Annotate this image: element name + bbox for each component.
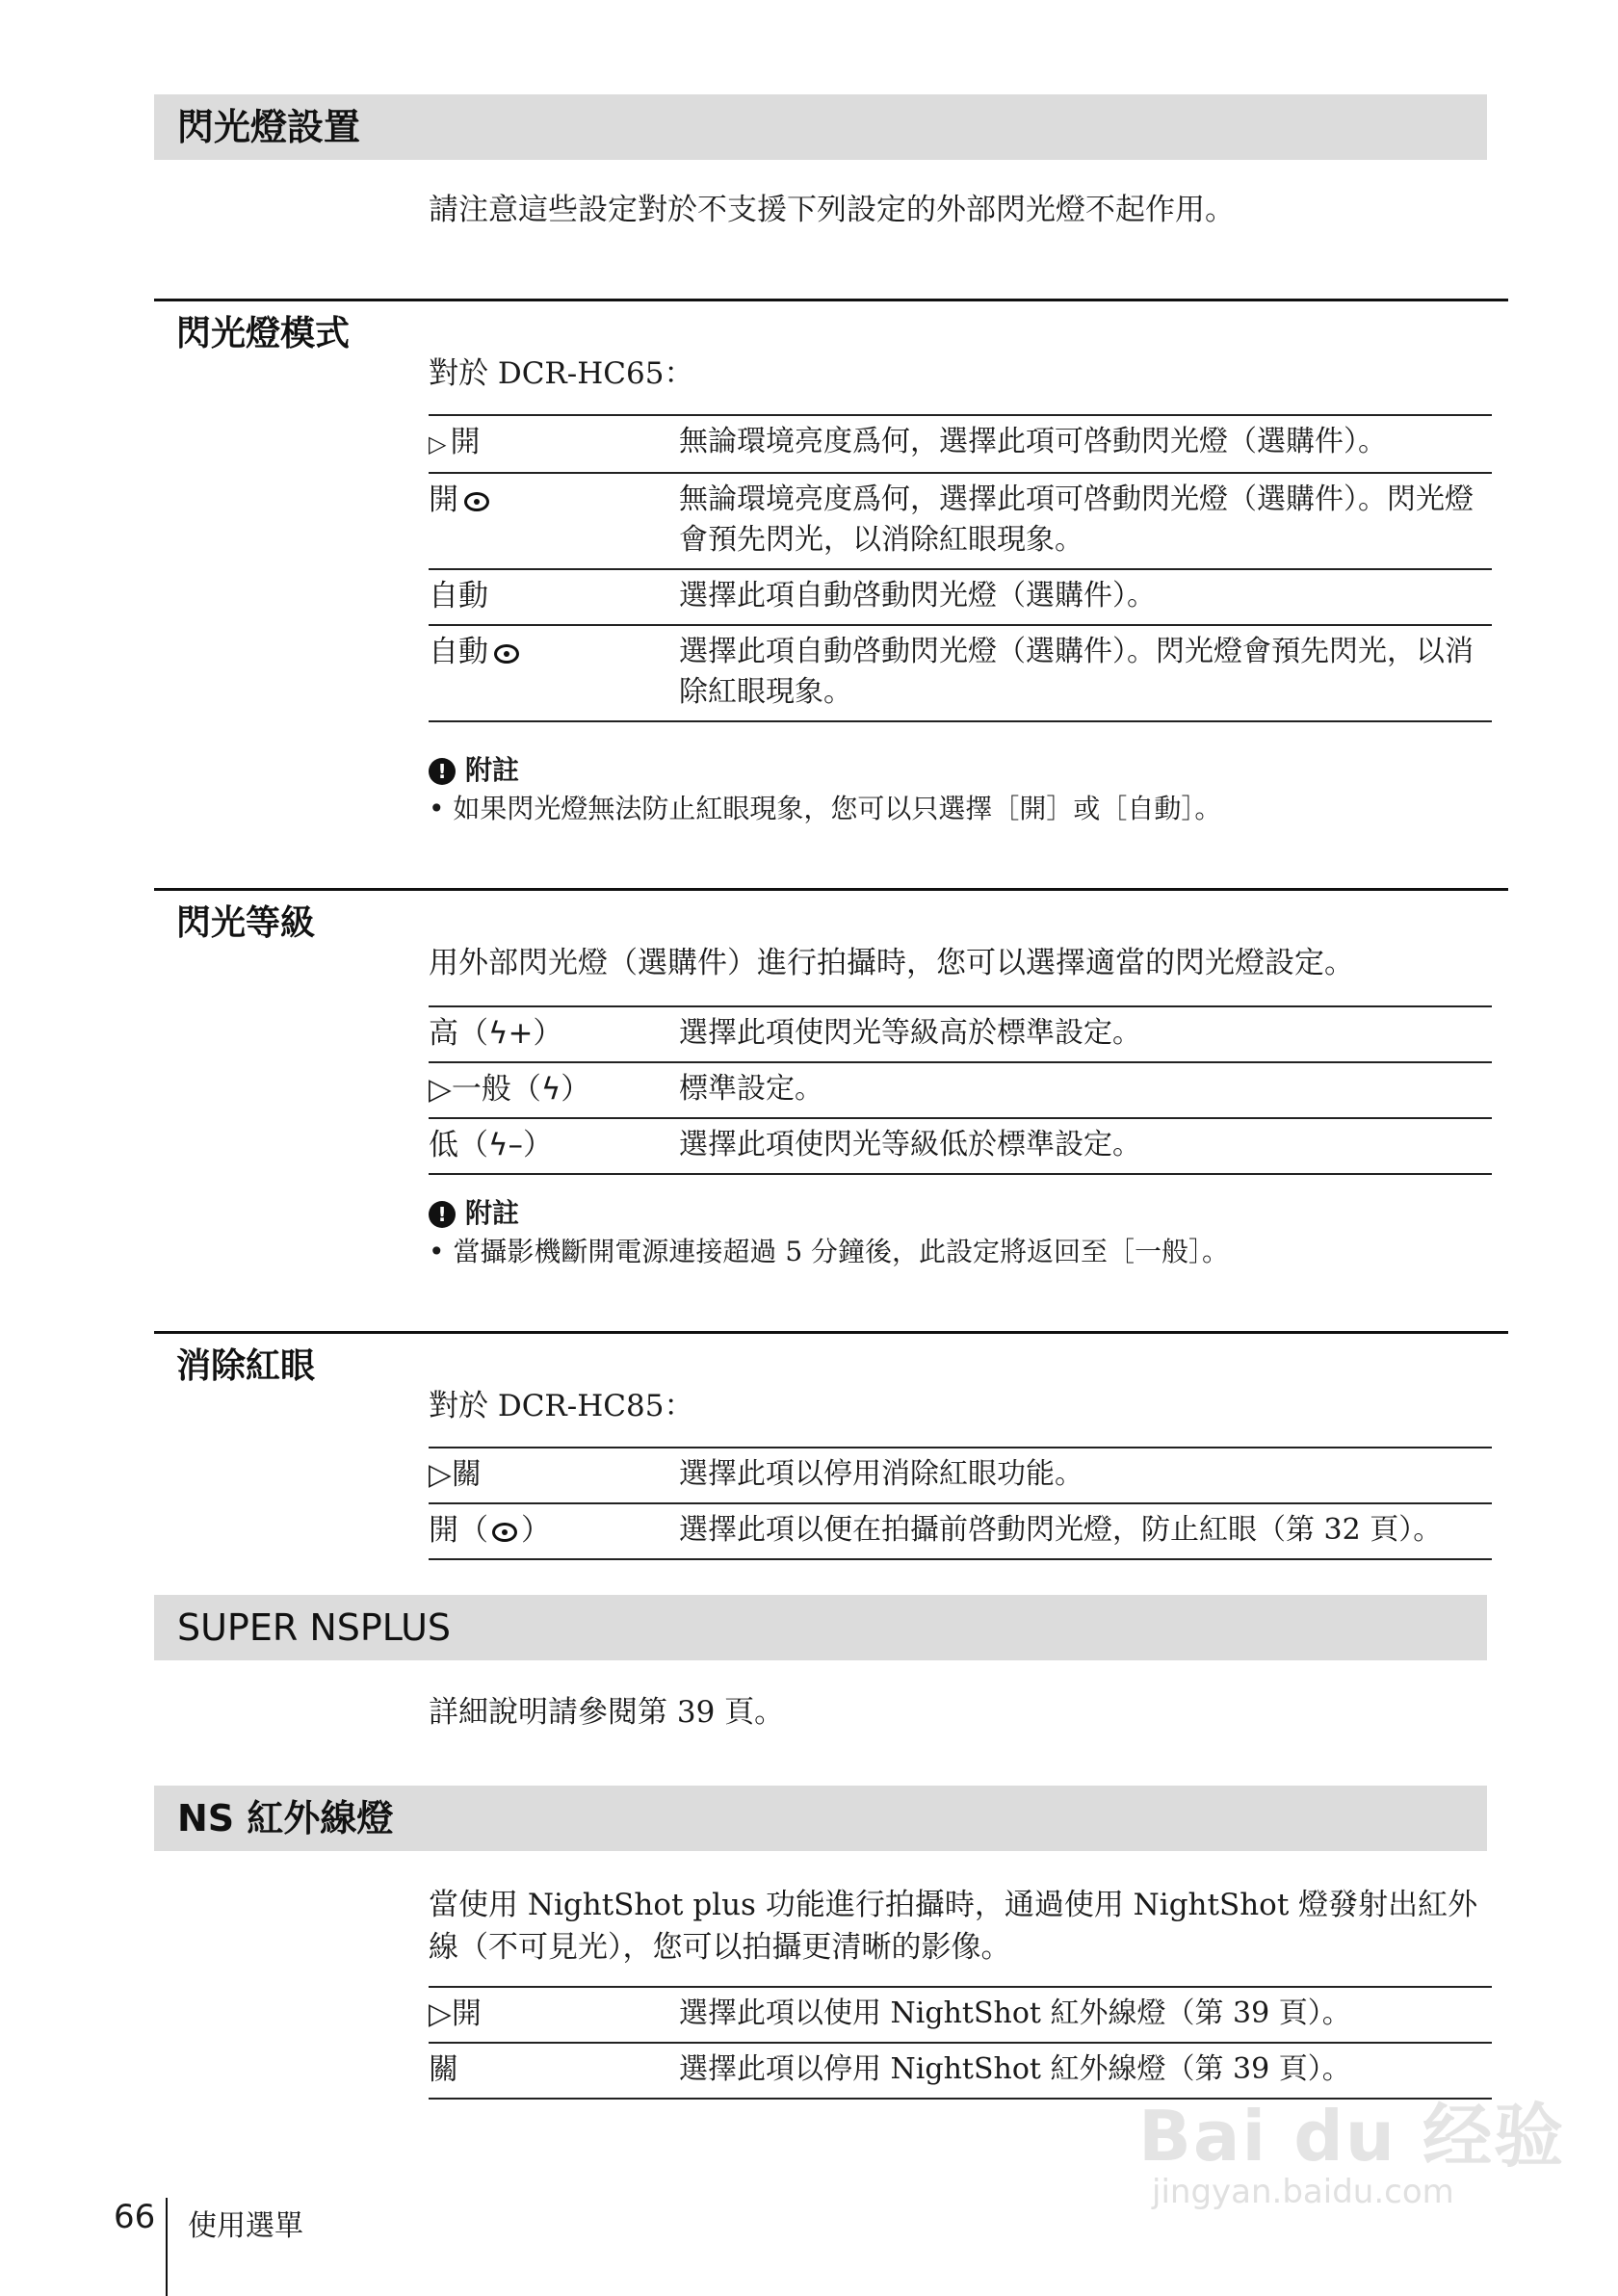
option-description: 選擇此項使閃光等級低於標準設定。 [679, 1118, 1492, 1174]
redeye-model-line: 對於 DCR-HC85： [429, 1389, 694, 1423]
option-key: ▷一般（ϟ） [429, 1062, 679, 1118]
option-description: 選擇此項以使用 NightShot 紅外線燈（第 39 頁）。 [679, 1987, 1492, 2043]
table-row [429, 415, 1492, 473]
flash-level-table [429, 1005, 1492, 1175]
option-key: 開 [429, 483, 458, 517]
redeye-icon [492, 1523, 517, 1542]
divider-flash-mode [154, 299, 1508, 301]
page-number: 66 [114, 2198, 156, 2236]
option-key-end: ） [521, 1513, 551, 1548]
heading-flash-mode: 閃光燈模式 [176, 314, 351, 353]
redeye-table [429, 1447, 1492, 1560]
note-title-flash-mode: ! 附註 [429, 749, 519, 788]
option-key: 自動 [429, 579, 488, 613]
section-banner-super-nsplus: SUPER NSPLUS [154, 1595, 1487, 1660]
divider-flash-level [154, 888, 1508, 891]
flash-settings-intro: 請注意這些設定對於不支援下列設定的外部閃光燈不起作用。 [429, 193, 1235, 227]
option-description: 選擇此項以停用消除紅眼功能。 [679, 1448, 1492, 1503]
table-row [429, 473, 1492, 569]
redeye-icon [494, 644, 519, 664]
table-row [429, 625, 1492, 721]
option-key: 低（ϟ–） [429, 1118, 679, 1174]
option-key: 關 [429, 2043, 679, 2099]
section-banner-flash-settings: 閃光燈設置 [154, 94, 1487, 160]
flash-level-intro: 用外部閃光燈（選購件）進行拍攝時，您可以選擇適當的閃光燈設定。 [429, 946, 1354, 980]
default-marker-icon: ▷ [429, 430, 447, 457]
redeye-icon [464, 492, 489, 511]
ns-light-text: 當使用 NightShot plus 功能進行拍攝時，通過使用 NightShot 燈發射出紅外線（不可見光），您可以拍攝更清晰的影像。 [429, 1888, 1478, 1965]
option-description: 選擇此項以便在拍攝前啓動閃光燈，防止紅眼（第 32 頁）。 [679, 1503, 1492, 1559]
section-banner-ns-light: NS 紅外線燈 [154, 1786, 1487, 1851]
divider-redeye [154, 1331, 1508, 1334]
watermark-url: jingyan.baidu.com [1152, 2173, 1454, 2211]
note-text-flash-level: • 當攝影機斷開電源連接超過 5 分鐘後，此設定將返回至［一般］。 [429, 1236, 1230, 1267]
table-row [429, 1006, 1492, 1062]
option-key: 高（ϟ+） [429, 1006, 679, 1062]
option-key: ▷關 [429, 1448, 679, 1503]
heading-redeye: 消除紅眼 [176, 1346, 316, 1386]
option-key: 自動 [429, 635, 488, 669]
note-text-flash-mode: • 如果閃光燈無法防止紅眼現象，您可以只選擇［開］或［自動］。 [429, 793, 1222, 824]
note-title-flash-level: ! 附註 [429, 1192, 519, 1231]
super-nsplus-text: 詳細說明請參閱第 39 頁。 [429, 1695, 785, 1730]
flash-mode-table [429, 414, 1492, 722]
table-row [429, 1448, 1492, 1503]
option-description: 標準設定。 [679, 1062, 1492, 1118]
option-key: ▷開 [429, 1987, 679, 2043]
option-description: 選擇此項自動啓動閃光燈（選購件）。閃光燈會預先閃光，以消除紅眼現象。 [679, 625, 1492, 721]
watermark-logo: Bai du 经验 [1138, 2096, 1566, 2177]
footer-section-label: 使用選單 [188, 2209, 303, 2243]
flash-mode-model-line: 對於 DCR-HC65： [429, 356, 694, 391]
footer-divider [166, 2198, 168, 2296]
option-description: 無論環境亮度爲何，選擇此項可啓動閃光燈（選購件）。 [679, 415, 1492, 473]
table-row [429, 1118, 1492, 1174]
note-icon: ! [429, 758, 456, 785]
option-description: 選擇此項自動啓動閃光燈（選購件）。 [679, 569, 1492, 625]
table-row [429, 1503, 1492, 1559]
table-row [429, 569, 1492, 625]
option-key: 開（ [429, 1513, 488, 1548]
heading-flash-level: 閃光等級 [176, 903, 316, 943]
option-description: 選擇此項使閃光等級高於標準設定。 [679, 1006, 1492, 1062]
note-icon: ! [429, 1201, 456, 1228]
table-row [429, 1987, 1492, 2043]
option-key: 開 [450, 425, 481, 459]
option-description: 無論環境亮度爲何，選擇此項可啓動閃光燈（選購件）。閃光燈會預先閃光，以消除紅眼現象。 [679, 473, 1492, 569]
option-description: 選擇此項以停用 NightShot 紅外線燈（第 39 頁）。 [679, 2043, 1492, 2099]
table-row [429, 1062, 1492, 1118]
